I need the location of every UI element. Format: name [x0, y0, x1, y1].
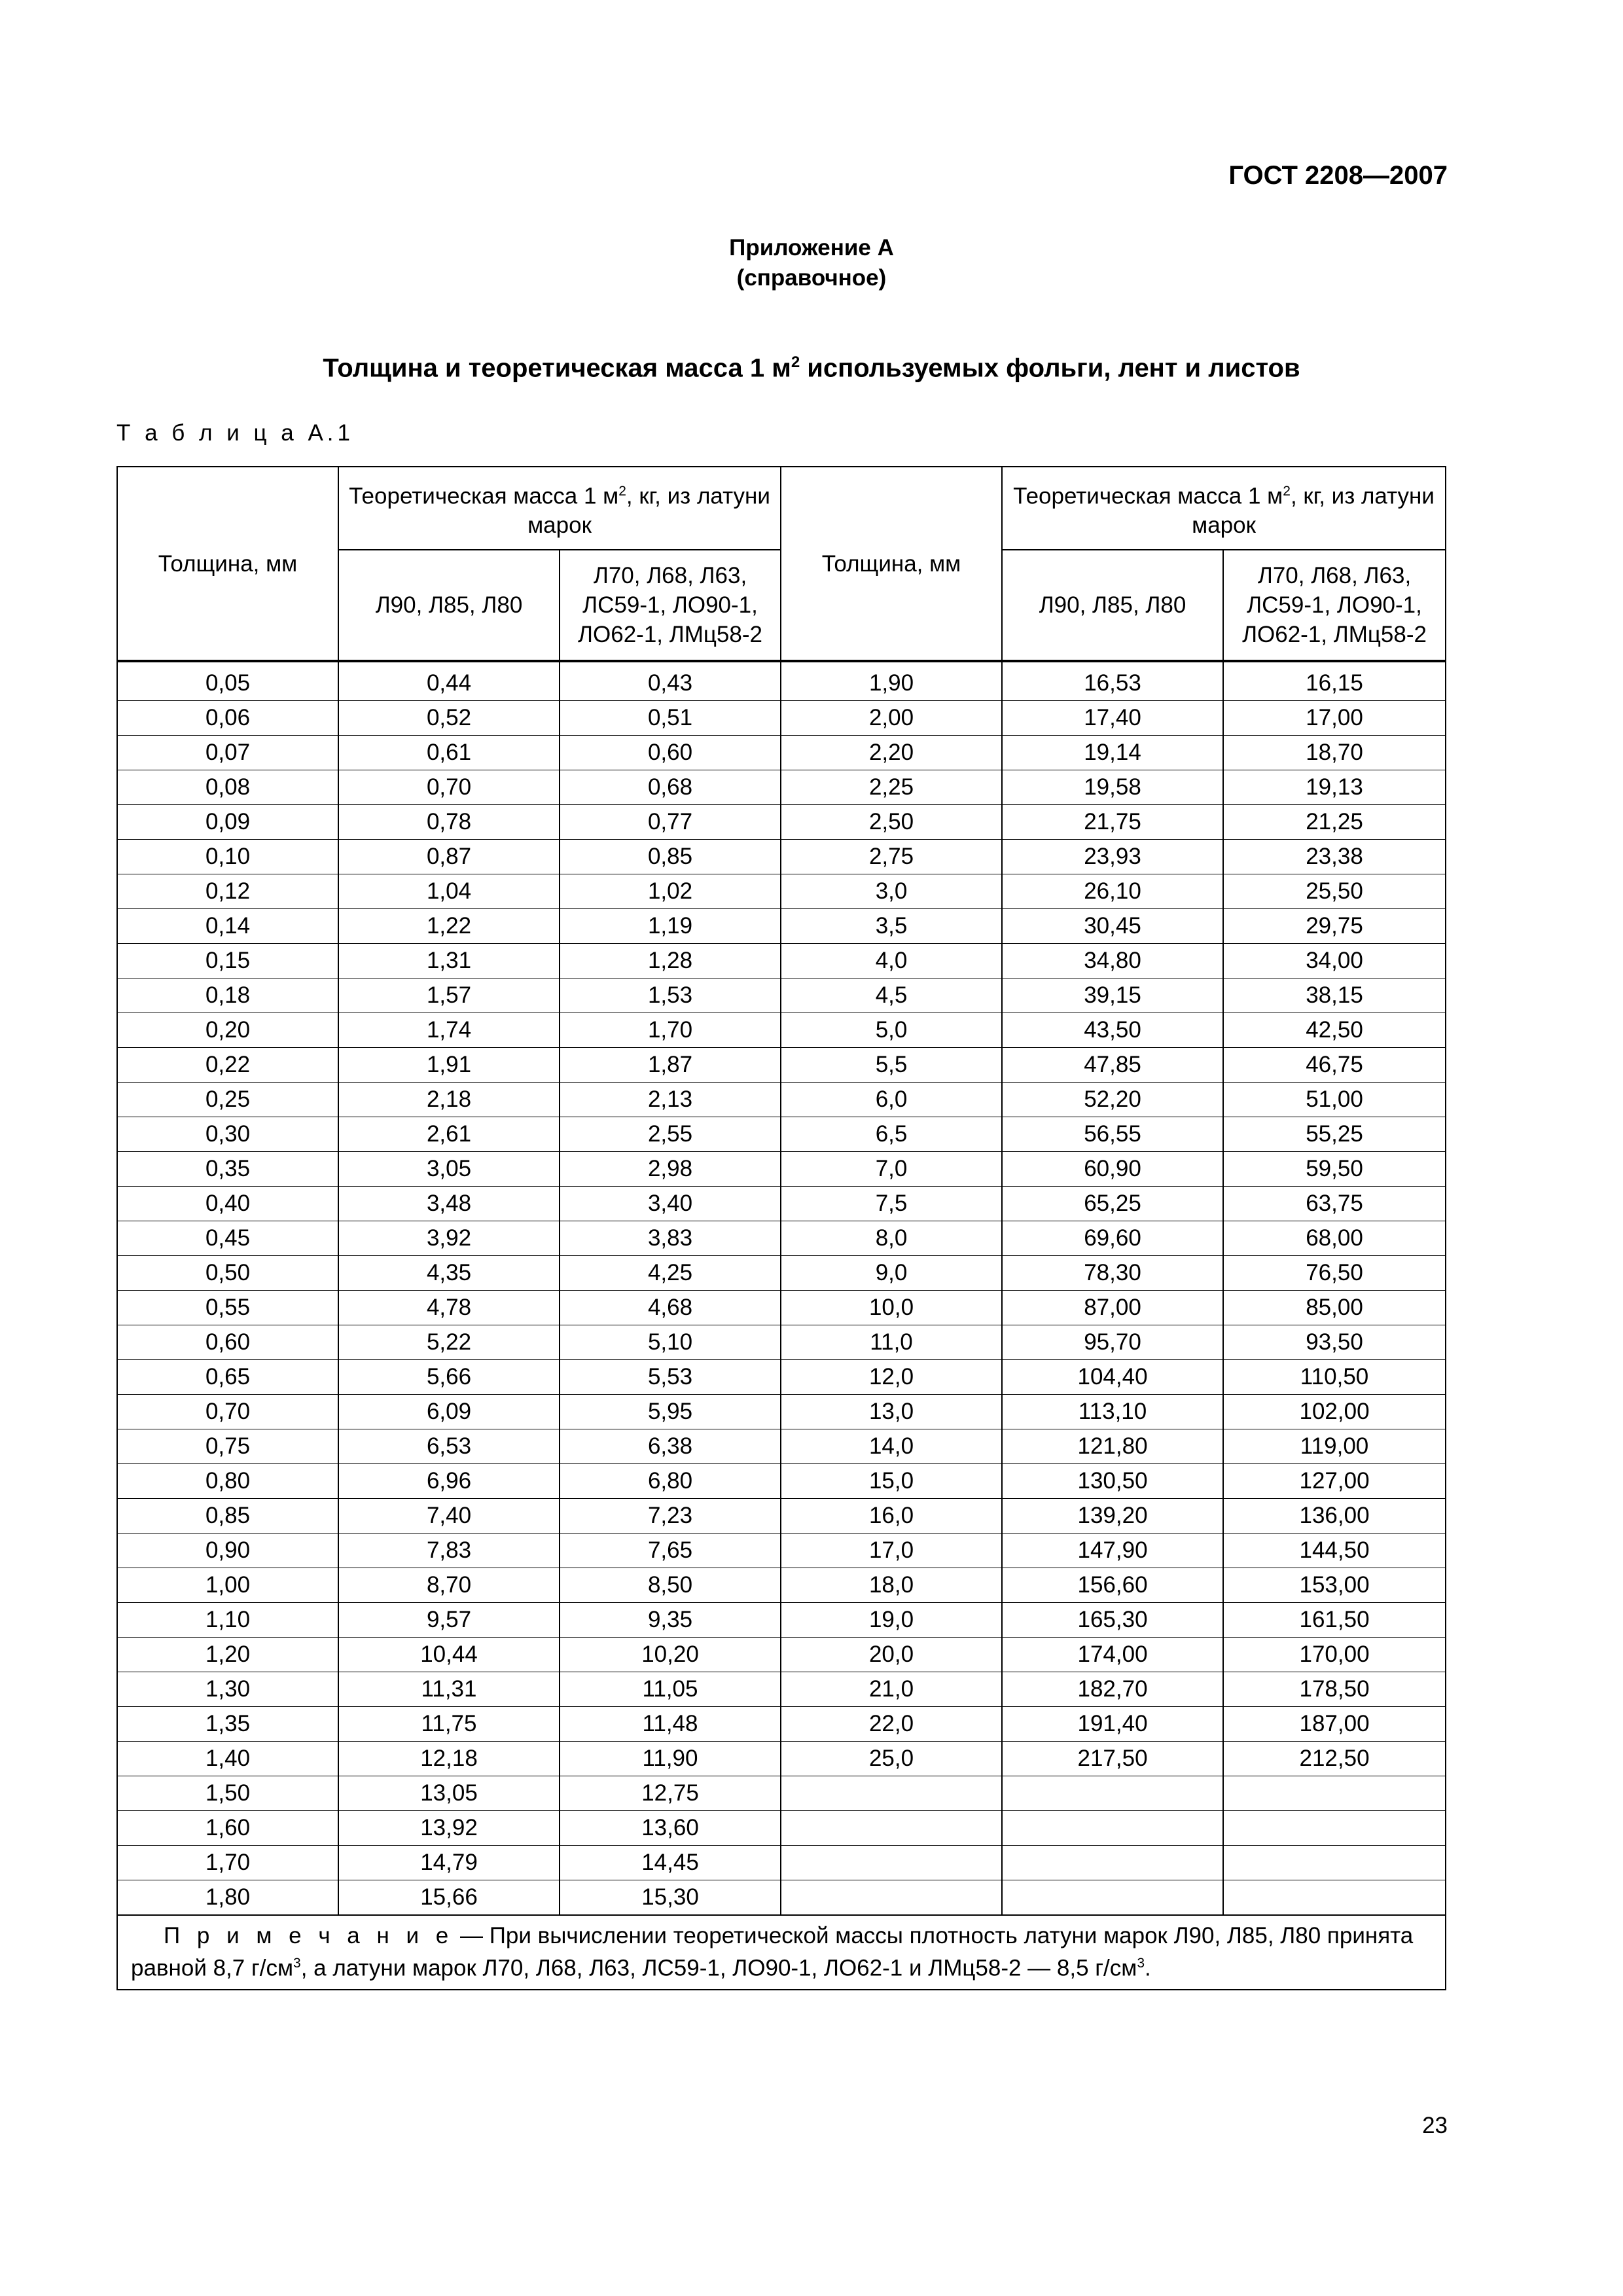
table-cell: 0,44 — [338, 661, 560, 701]
table-cell: 0,75 — [117, 1429, 338, 1464]
table-cell: 14,45 — [560, 1846, 781, 1880]
table-row — [117, 1776, 1446, 1811]
table-cell: 0,70 — [338, 770, 560, 805]
table-row — [117, 1256, 1446, 1291]
table-cell: 3,5 — [781, 909, 1002, 944]
appendix-title: Приложение А — [729, 235, 894, 260]
table-cell: 38,15 — [1223, 978, 1446, 1013]
table-cell: 76,50 — [1223, 1256, 1446, 1291]
table-cell: 17,00 — [1223, 701, 1446, 736]
table-cell — [1223, 1811, 1446, 1846]
table-cell: 1,30 — [117, 1672, 338, 1707]
table-cell: 8,70 — [338, 1568, 560, 1603]
table-row — [117, 805, 1446, 840]
note-text-1: — При вычислении теоретической массы плотность латуни марок Л90, Л85, Л80 принята равной 8,7 г/см — [131, 1923, 1414, 1981]
table-cell: 1,04 — [338, 874, 560, 909]
header-mass-left-pre: Теоретическая масса 1 м — [349, 483, 619, 509]
table-row — [117, 1672, 1446, 1707]
table-cell: 7,83 — [338, 1534, 560, 1568]
table-cell: 153,00 — [1223, 1568, 1446, 1603]
table-cell: 13,05 — [338, 1776, 560, 1811]
table-row — [117, 1291, 1446, 1325]
table-cell — [1223, 1846, 1446, 1880]
table-row — [117, 661, 1446, 701]
table-cell: 6,38 — [560, 1429, 781, 1464]
table-cell: 21,25 — [1223, 805, 1446, 840]
table-cell: 16,15 — [1223, 661, 1446, 701]
header-mass-right-pre: Теоретическая масса 1 м — [1013, 483, 1283, 509]
table-cell: 19,14 — [1002, 736, 1223, 770]
table-cell: 110,50 — [1223, 1360, 1446, 1395]
table-cell: 1,19 — [560, 909, 781, 944]
table-cell: 93,50 — [1223, 1325, 1446, 1360]
table-cell: 7,0 — [781, 1152, 1002, 1187]
table-row — [117, 1429, 1446, 1464]
table-cell: 11,05 — [560, 1672, 781, 1707]
table-cell: 1,31 — [338, 944, 560, 978]
table-cell: 0,78 — [338, 805, 560, 840]
table-cell: 46,75 — [1223, 1048, 1446, 1083]
table-cell: 3,83 — [560, 1221, 781, 1256]
table-cell: 0,35 — [117, 1152, 338, 1187]
table-cell: 5,95 — [560, 1395, 781, 1429]
grade-b-line2: ЛС59-1, ЛО90-1, — [582, 592, 758, 618]
table-cell: 85,00 — [1223, 1291, 1446, 1325]
table-cell: 3,92 — [338, 1221, 560, 1256]
table-cell: 9,35 — [560, 1603, 781, 1638]
note-sup-2: 3 — [1137, 1956, 1145, 1971]
table-cell: 14,79 — [338, 1846, 560, 1880]
table-cell: 1,60 — [117, 1811, 338, 1846]
table-cell — [1002, 1776, 1223, 1811]
table-cell: 3,0 — [781, 874, 1002, 909]
grade-b-line1: Л70, Л68, Л63, — [1257, 563, 1412, 588]
table-cell: 60,90 — [1002, 1152, 1223, 1187]
table-cell: 2,25 — [781, 770, 1002, 805]
table-row — [117, 701, 1446, 736]
table-cell: 182,70 — [1002, 1672, 1223, 1707]
table-cell: 11,31 — [338, 1672, 560, 1707]
table-cell: 2,18 — [338, 1083, 560, 1117]
table-cell: 1,35 — [117, 1707, 338, 1742]
table-cell: 121,80 — [1002, 1429, 1223, 1464]
table-cell: 69,60 — [1002, 1221, 1223, 1256]
table-cell — [1223, 1776, 1446, 1811]
table-cell — [781, 1776, 1002, 1811]
table-cell — [1002, 1846, 1223, 1880]
header-mass-right-sup: 2 — [1283, 483, 1291, 499]
table-row — [117, 1742, 1446, 1776]
table-cell: 130,50 — [1002, 1464, 1223, 1499]
table-cell: 65,25 — [1002, 1187, 1223, 1221]
table-cell: 170,00 — [1223, 1638, 1446, 1672]
table-cell: 6,53 — [338, 1429, 560, 1464]
table-cell: 0,50 — [117, 1256, 338, 1291]
table-cell: 0,12 — [117, 874, 338, 909]
table-cell: 95,70 — [1002, 1325, 1223, 1360]
table-note — [117, 1915, 1446, 1990]
table-cell: 47,85 — [1002, 1048, 1223, 1083]
table-cell: 1,87 — [560, 1048, 781, 1083]
table-cell: 30,45 — [1002, 909, 1223, 944]
table-cell: 2,98 — [560, 1152, 781, 1187]
table-cell: 139,20 — [1002, 1499, 1223, 1534]
table-cell: 1,57 — [338, 978, 560, 1013]
table-row — [117, 840, 1446, 874]
table-cell: 1,22 — [338, 909, 560, 944]
table-cell: 11,0 — [781, 1325, 1002, 1360]
grade-b-line1: Л70, Л68, Л63, — [593, 563, 747, 588]
table-row — [117, 1568, 1446, 1603]
table-cell: 3,05 — [338, 1152, 560, 1187]
table-cell: 4,78 — [338, 1291, 560, 1325]
table-cell: 15,0 — [781, 1464, 1002, 1499]
header-mass-right-post: , кг, из латуни марок — [1192, 483, 1435, 539]
header-grade-b-left — [560, 550, 781, 661]
table-cell — [1223, 1880, 1446, 1916]
page-number: 23 — [1422, 2113, 1448, 2138]
table-cell: 0,65 — [117, 1360, 338, 1395]
table-cell: 2,13 — [560, 1083, 781, 1117]
table-row — [117, 1707, 1446, 1742]
table-cell: 136,00 — [1223, 1499, 1446, 1534]
table-cell: 55,25 — [1223, 1117, 1446, 1152]
table-cell: 1,28 — [560, 944, 781, 978]
table-cell: 42,50 — [1223, 1013, 1446, 1048]
table-cell: 34,00 — [1223, 944, 1446, 978]
table-row — [117, 1083, 1446, 1117]
grade-b-line3: ЛО62-1, ЛМц58-2 — [578, 622, 762, 647]
table-cell: 10,0 — [781, 1291, 1002, 1325]
table-cell: 25,0 — [781, 1742, 1002, 1776]
table-cell: 5,5 — [781, 1048, 1002, 1083]
table-row — [117, 1499, 1446, 1534]
table-row — [117, 1638, 1446, 1672]
table-cell — [781, 1846, 1002, 1880]
table-cell: 212,50 — [1223, 1742, 1446, 1776]
table-cell: 1,80 — [117, 1880, 338, 1916]
table-cell: 0,90 — [117, 1534, 338, 1568]
table-cell: 18,0 — [781, 1568, 1002, 1603]
table-cell: 187,00 — [1223, 1707, 1446, 1742]
table-cell: 5,53 — [560, 1360, 781, 1395]
table-cell: 0,20 — [117, 1013, 338, 1048]
table-row — [117, 770, 1446, 805]
table-cell: 12,18 — [338, 1742, 560, 1776]
table-cell: 161,50 — [1223, 1603, 1446, 1638]
table-cell: 21,75 — [1002, 805, 1223, 840]
table-cell: 0,10 — [117, 840, 338, 874]
table-cell — [781, 1880, 1002, 1916]
note-text-3: . — [1145, 1955, 1151, 1981]
table-row — [117, 1360, 1446, 1395]
note-sup-1: 3 — [293, 1956, 301, 1971]
table-cell: 8,50 — [560, 1568, 781, 1603]
table-cell: 0,22 — [117, 1048, 338, 1083]
table-cell: 0,14 — [117, 909, 338, 944]
table-cell: 6,5 — [781, 1117, 1002, 1152]
table-cell: 0,08 — [117, 770, 338, 805]
table-cell: 39,15 — [1002, 978, 1223, 1013]
table-cell: 2,55 — [560, 1117, 781, 1152]
table-cell: 19,58 — [1002, 770, 1223, 805]
table-cell: 7,23 — [560, 1499, 781, 1534]
table-cell: 9,57 — [338, 1603, 560, 1638]
header-mass-left-sup: 2 — [618, 483, 626, 499]
table-cell: 0,51 — [560, 701, 781, 736]
table-cell: 13,92 — [338, 1811, 560, 1846]
table-cell: 6,80 — [560, 1464, 781, 1499]
table-cell: 68,00 — [1223, 1221, 1446, 1256]
table-cell: 1,90 — [781, 661, 1002, 701]
table-cell: 18,70 — [1223, 736, 1446, 770]
table-row — [117, 1187, 1446, 1221]
table-cell: 1,74 — [338, 1013, 560, 1048]
table-body — [117, 661, 1446, 1915]
table-cell: 191,40 — [1002, 1707, 1223, 1742]
table-cell: 19,13 — [1223, 770, 1446, 805]
table-cell: 34,80 — [1002, 944, 1223, 978]
table-row — [117, 1221, 1446, 1256]
table-cell: 1,91 — [338, 1048, 560, 1083]
table-cell — [781, 1811, 1002, 1846]
table-cell: 11,90 — [560, 1742, 781, 1776]
header-grade-a-right: Л90, Л85, Л80 — [1002, 550, 1223, 661]
table-cell: 10,20 — [560, 1638, 781, 1672]
table-cell: 0,15 — [117, 944, 338, 978]
table-cell: 0,85 — [560, 840, 781, 874]
table-cell: 16,53 — [1002, 661, 1223, 701]
table-cell: 13,0 — [781, 1395, 1002, 1429]
table-cell: 147,90 — [1002, 1534, 1223, 1568]
header-grade-b-right — [1223, 550, 1446, 661]
table-cell: 1,20 — [117, 1638, 338, 1672]
document-code: ГОСТ 2208—2007 — [1228, 161, 1448, 190]
table-cell: 87,00 — [1002, 1291, 1223, 1325]
table-cell: 7,65 — [560, 1534, 781, 1568]
appendix-heading — [0, 233, 1623, 293]
table-row — [117, 1117, 1446, 1152]
table-row — [117, 1811, 1446, 1846]
header-mass-right — [1002, 467, 1446, 550]
table-cell: 22,0 — [781, 1707, 1002, 1742]
table-row — [117, 909, 1446, 944]
table-cell: 11,75 — [338, 1707, 560, 1742]
table-cell: 0,60 — [560, 736, 781, 770]
table-row — [117, 1013, 1446, 1048]
table-row — [117, 874, 1446, 909]
table-label: Т а б л и ц а А.1 — [116, 420, 354, 446]
table-cell: 19,0 — [781, 1603, 1002, 1638]
table-cell: 0,60 — [117, 1325, 338, 1360]
table-cell: 0,18 — [117, 978, 338, 1013]
table-cell: 7,40 — [338, 1499, 560, 1534]
header-thickness-right: Толщина, мм — [781, 467, 1002, 661]
table-cell: 0,55 — [117, 1291, 338, 1325]
table-cell: 78,30 — [1002, 1256, 1223, 1291]
table-cell: 0,30 — [117, 1117, 338, 1152]
table-cell: 2,00 — [781, 701, 1002, 736]
table-cell: 12,75 — [560, 1776, 781, 1811]
table-row — [117, 1880, 1446, 1916]
table-cell: 56,55 — [1002, 1117, 1223, 1152]
table-cell: 43,50 — [1002, 1013, 1223, 1048]
table-cell: 6,09 — [338, 1395, 560, 1429]
table-cell: 6,96 — [338, 1464, 560, 1499]
table-cell: 113,10 — [1002, 1395, 1223, 1429]
table-cell: 0,45 — [117, 1221, 338, 1256]
table-row — [117, 1152, 1446, 1187]
table-cell: 17,40 — [1002, 701, 1223, 736]
grade-b-line2: ЛС59-1, ЛО90-1, — [1247, 592, 1422, 618]
table-cell: 4,35 — [338, 1256, 560, 1291]
table-cell: 25,50 — [1223, 874, 1446, 909]
table-cell: 5,10 — [560, 1325, 781, 1360]
table-cell: 2,61 — [338, 1117, 560, 1152]
table-cell: 20,0 — [781, 1638, 1002, 1672]
section-title-sup: 2 — [791, 353, 800, 371]
table-cell: 5,22 — [338, 1325, 560, 1360]
table-cell: 1,70 — [560, 1013, 781, 1048]
table-cell: 174,00 — [1002, 1638, 1223, 1672]
table-cell: 15,30 — [560, 1880, 781, 1916]
table-cell: 23,38 — [1223, 840, 1446, 874]
table-cell: 4,0 — [781, 944, 1002, 978]
section-title-post: используемых фольги, лент и листов — [800, 353, 1300, 383]
table-row — [117, 1395, 1446, 1429]
table-cell: 178,50 — [1223, 1672, 1446, 1707]
table-cell: 3,40 — [560, 1187, 781, 1221]
table-cell: 4,68 — [560, 1291, 781, 1325]
table-cell: 0,77 — [560, 805, 781, 840]
table-cell: 144,50 — [1223, 1534, 1446, 1568]
table-cell: 9,0 — [781, 1256, 1002, 1291]
grade-b-line3: ЛО62-1, ЛМц58-2 — [1242, 622, 1427, 647]
table-row — [117, 736, 1446, 770]
table-cell: 217,50 — [1002, 1742, 1223, 1776]
table-cell: 3,48 — [338, 1187, 560, 1221]
header-thickness-left: Толщина, мм — [117, 467, 338, 661]
table-cell: 0,70 — [117, 1395, 338, 1429]
table-cell: 1,00 — [117, 1568, 338, 1603]
table-cell: 0,40 — [117, 1187, 338, 1221]
thickness-mass-table — [116, 466, 1446, 1990]
table-cell: 4,25 — [560, 1256, 781, 1291]
table-cell: 0,09 — [117, 805, 338, 840]
table-cell: 0,05 — [117, 661, 338, 701]
table-row — [117, 978, 1446, 1013]
table-row — [117, 1464, 1446, 1499]
header-mass-left-post: , кг, из латуни марок — [527, 483, 770, 539]
table-cell: 11,48 — [560, 1707, 781, 1742]
table-cell: 1,40 — [117, 1742, 338, 1776]
table-cell: 4,5 — [781, 978, 1002, 1013]
table-row — [117, 1048, 1446, 1083]
header-grade-a-left: Л90, Л85, Л80 — [338, 550, 560, 661]
table-cell: 7,5 — [781, 1187, 1002, 1221]
table-cell: 102,00 — [1223, 1395, 1446, 1429]
table-cell: 63,75 — [1223, 1187, 1446, 1221]
section-title — [0, 353, 1623, 383]
table-row — [117, 944, 1446, 978]
table-row — [117, 1603, 1446, 1638]
table-cell: 0,07 — [117, 736, 338, 770]
table-cell: 51,00 — [1223, 1083, 1446, 1117]
table-cell: 15,66 — [338, 1880, 560, 1916]
table-cell: 2,50 — [781, 805, 1002, 840]
table-cell: 1,53 — [560, 978, 781, 1013]
table-cell — [1002, 1811, 1223, 1846]
table-cell: 0,68 — [560, 770, 781, 805]
table-cell: 6,0 — [781, 1083, 1002, 1117]
table-cell: 12,0 — [781, 1360, 1002, 1395]
table-cell: 127,00 — [1223, 1464, 1446, 1499]
appendix-type: (справочное) — [736, 265, 887, 291]
table-cell: 13,60 — [560, 1811, 781, 1846]
table-cell: 14,0 — [781, 1429, 1002, 1464]
table-cell: 29,75 — [1223, 909, 1446, 944]
table-cell: 0,52 — [338, 701, 560, 736]
table-row — [117, 1846, 1446, 1880]
table-cell: 0,80 — [117, 1464, 338, 1499]
table-cell: 1,02 — [560, 874, 781, 909]
note-text-2: , а латуни марок Л70, Л68, Л63, ЛС59-1, ЛО90-1, ЛО62-1 и ЛМц58-2 — 8,5 г/см — [300, 1955, 1137, 1981]
table-cell: 10,44 — [338, 1638, 560, 1672]
table-cell: 0,43 — [560, 661, 781, 701]
table-cell: 5,0 — [781, 1013, 1002, 1048]
table-cell: 1,10 — [117, 1603, 338, 1638]
table-cell — [1002, 1880, 1223, 1916]
table-cell: 21,0 — [781, 1672, 1002, 1707]
table-cell: 17,0 — [781, 1534, 1002, 1568]
table-cell: 26,10 — [1002, 874, 1223, 909]
table-cell: 0,85 — [117, 1499, 338, 1534]
table-cell: 8,0 — [781, 1221, 1002, 1256]
table-cell: 119,00 — [1223, 1429, 1446, 1464]
section-title-pre: Толщина и теоретическая масса 1 м — [323, 353, 791, 383]
header-mass-left — [338, 467, 781, 550]
table-row — [117, 1534, 1446, 1568]
table-cell: 59,50 — [1223, 1152, 1446, 1187]
table-row — [117, 1325, 1446, 1360]
table-cell: 165,30 — [1002, 1603, 1223, 1638]
table-cell: 1,50 — [117, 1776, 338, 1811]
table-cell: 1,70 — [117, 1846, 338, 1880]
table-cell: 0,06 — [117, 701, 338, 736]
table-cell: 104,40 — [1002, 1360, 1223, 1395]
table-cell: 2,20 — [781, 736, 1002, 770]
table-cell: 2,75 — [781, 840, 1002, 874]
table-cell: 0,61 — [338, 736, 560, 770]
table-cell: 0,87 — [338, 840, 560, 874]
table-cell: 0,25 — [117, 1083, 338, 1117]
table-cell: 156,60 — [1002, 1568, 1223, 1603]
table-cell: 5,66 — [338, 1360, 560, 1395]
table-cell: 16,0 — [781, 1499, 1002, 1534]
table-cell: 23,93 — [1002, 840, 1223, 874]
table-cell: 52,20 — [1002, 1083, 1223, 1117]
note-label: П р и м е ч а н и е — [164, 1923, 454, 1948]
